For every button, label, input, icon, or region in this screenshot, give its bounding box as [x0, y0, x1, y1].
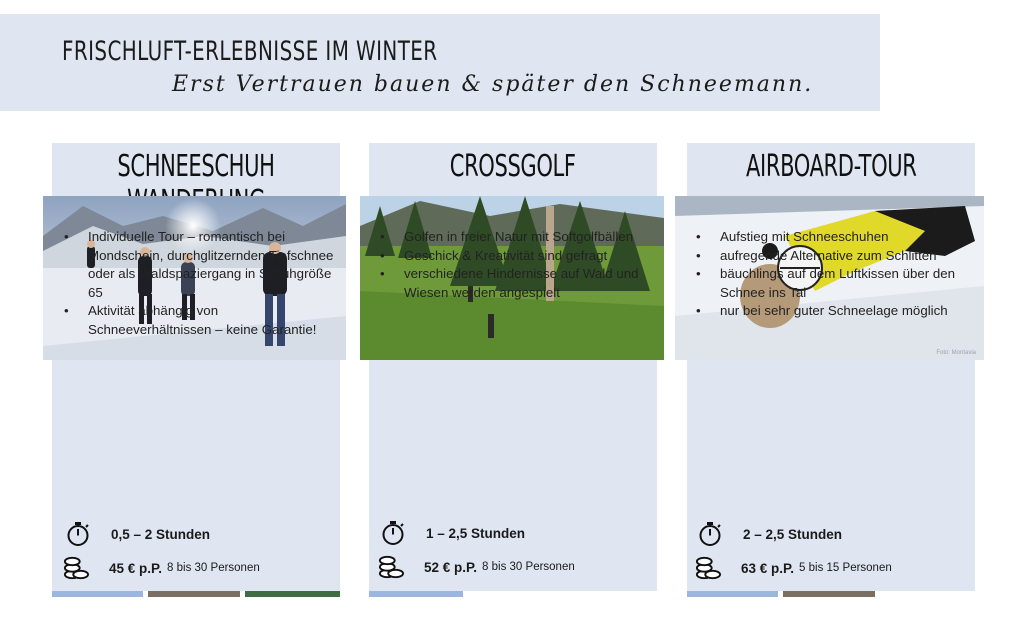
duration-text: 0,5 – 2 Stunden: [111, 526, 211, 542]
list-item: • Individuelle Tour – romantisch bei Mondschein, durchglitzernden Tiefschnee oder als Waldspaziergang in Schuhgröße 65: [62, 228, 337, 302]
list-item: • Golfen in freier Natur mit Softgolfbällen: [378, 228, 653, 247]
bullet-list: [62, 228, 337, 339]
duration-text: 1 – 2,5 Stunden: [426, 525, 526, 541]
persons-text: 8 bis 30 Personen: [482, 561, 575, 573]
price-row: [695, 555, 892, 581]
stopwatch-icon: [380, 520, 406, 546]
stopwatch-icon: [65, 521, 91, 547]
list-item: • Aufstieg mit Schneeschuhen: [694, 228, 974, 247]
stripe-brown: [148, 591, 240, 597]
stripe-blue: [52, 591, 143, 597]
list-item: • nur bei sehr guter Schneelage möglich: [694, 302, 974, 321]
duration-row: [65, 521, 210, 547]
list-item: • bäuchlings auf dem Luftkissen über den Schnee ins Tal: [694, 265, 974, 302]
card-title: AIRBOARD-TOUR: [745, 149, 917, 184]
stripe-blue: [369, 591, 463, 597]
coin-stack-icon: [695, 555, 721, 581]
price-row: [378, 554, 575, 580]
duration-row: [697, 521, 842, 547]
bullet-list: [694, 228, 974, 321]
list-item: • verschiedene Hindernisse auf Wald und Wiesen werden angespielt: [378, 265, 653, 302]
card-title: SCHNEESCHUH: [117, 149, 275, 184]
persons-text: 8 bis 30 Personen: [167, 562, 260, 574]
stripe-brown: [783, 591, 875, 597]
list-item: • Geschick & Kreativität sind gefragt: [378, 247, 653, 266]
bullet-list: [378, 228, 653, 302]
price-row: [63, 555, 260, 581]
price-text: 52 € p.P.: [424, 559, 478, 575]
card-title: CROSSGOLF: [450, 149, 576, 184]
coin-stack-icon: [63, 555, 89, 581]
stripe-blue: [687, 591, 778, 597]
stopwatch-icon: [697, 521, 723, 547]
price-text: 63 € p.P.: [741, 560, 795, 576]
duration-text: 2 – 2,5 Stunden: [743, 526, 843, 542]
coin-stack-icon: [378, 554, 404, 580]
stripe-green: [245, 591, 340, 597]
list-item: • Aktivität abhängig von Schneeverhältnissen – keine Garantie!: [62, 302, 337, 339]
persons-text: 5 bis 15 Personen: [799, 562, 892, 574]
duration-row: [380, 520, 525, 546]
page-title: FRISCHLUFT-ERLEBNISSE IM WINTER: [62, 36, 438, 67]
photo-credit: Foto: Montavia: [936, 350, 976, 356]
header-banner: [0, 14, 880, 111]
page-subtitle: Erst Vertrauen bauen & später den Schneemann.: [172, 72, 814, 97]
price-text: 45 € p.P.: [109, 560, 163, 576]
list-item: • aufregende Alternative zum Schlitten: [694, 247, 974, 266]
